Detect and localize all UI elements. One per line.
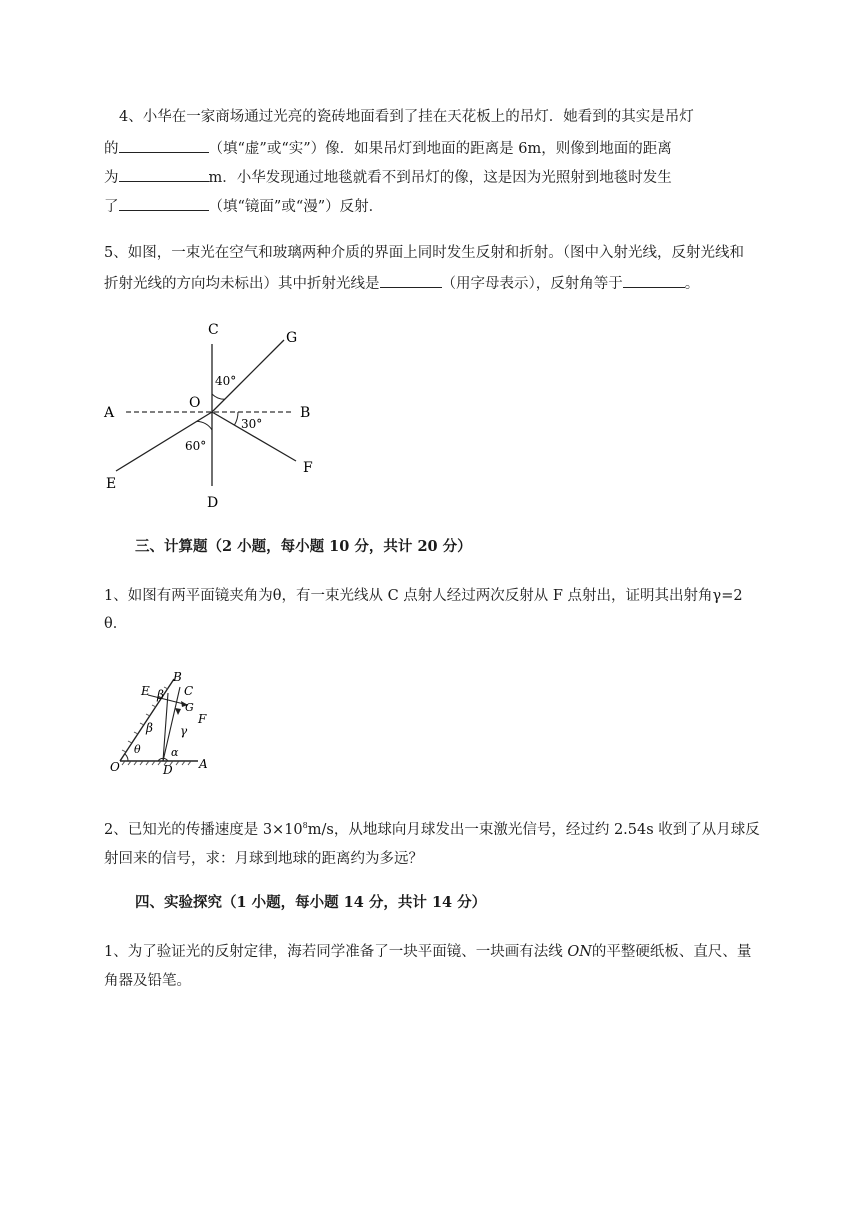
angle-arc-theta: [125, 754, 128, 761]
label-beta-2: β: [146, 721, 153, 735]
s4-q1-italic: ON: [567, 944, 592, 960]
answer-blank: [119, 166, 209, 182]
label-a: A: [104, 405, 115, 421]
label-e: E: [106, 476, 117, 492]
label-e: E: [141, 684, 150, 698]
q4-line-4-prefix: 了: [104, 199, 119, 215]
label-o: O: [189, 395, 201, 411]
angle-label-top: 40°: [215, 374, 237, 388]
label-theta: θ: [134, 743, 141, 756]
q5-line-2: [104, 272, 699, 294]
answer-blank: [380, 272, 442, 288]
s3-q1-line-1: 1、如图有两平面镜夹角为θ，有一束光线从 C 点射人经过两次反射从 F 点射出，证明其出射角γ=2: [104, 588, 743, 604]
label-o: O: [110, 760, 120, 774]
exponent: 8: [302, 821, 308, 830]
q5-line-2-mid: （用字母表示），反射角等于: [441, 276, 623, 292]
answer-blank: [623, 272, 685, 288]
label-g: G: [185, 701, 194, 714]
s4-q1-suffix: 的平整硬纸板、直尺、量: [591, 944, 752, 960]
q4-line-3: [104, 166, 672, 188]
label-g: G: [286, 330, 298, 346]
q5-line-1: 5、如图，一束光在空气和玻璃两种介质的界面上同时发生反射和折射。（图中入射光线，反射光线和: [104, 245, 744, 261]
q5-line-2-suffix: 。: [684, 276, 700, 292]
s4-q1-prefix: 1、为了验证光的反射定律，海若同学准备了一块平面镜、一块画有法线: [104, 944, 568, 960]
s4-q1-line-1: [104, 942, 751, 962]
label-b: B: [300, 405, 311, 421]
q4-line-2-text: （填“虚”或“实”）像．如果吊灯到地面的距离是 6m，则像到地面的距离: [208, 141, 672, 157]
label-a: A: [199, 757, 208, 771]
s3-q2-prefix: 2、已知光的传播速度是 3×10: [104, 822, 303, 838]
label-f: F: [303, 460, 313, 476]
answer-blank: [119, 137, 209, 153]
q4-line-3-prefix: 为: [104, 170, 119, 186]
angle-arc-bottom: [197, 421, 212, 430]
section-3-heading: 三、计算题（2 小题，每小题 10 分，共计 20 分）: [135, 538, 472, 555]
label-beta-1: β: [157, 688, 164, 702]
s4-q1-line-2: 角器及铅笔。: [104, 973, 191, 989]
q4-line-2: [104, 137, 672, 159]
angle-label-bottom: 60°: [185, 439, 207, 453]
label-gamma: γ: [180, 724, 188, 738]
q4-line-4-text: （填“镜面”或“漫”）反射．: [208, 199, 384, 215]
label-c: C: [184, 684, 194, 698]
label-d: D: [207, 495, 219, 511]
reflection-refraction-figure: [98, 318, 328, 513]
label-f: F: [198, 712, 207, 726]
q5-line-2-prefix: 折射光线的方向均未标出）其中折射光线是: [104, 276, 380, 292]
angle-arc-right: [235, 412, 239, 425]
s3-q1-line-2: θ．: [104, 616, 128, 632]
arrow-cd: [175, 708, 181, 715]
s3-q2-line-2: 射回来的信号，求：月球到地球的距离约为多远？: [104, 851, 423, 867]
q4-line-4: [104, 195, 383, 217]
label-d: D: [163, 763, 173, 777]
label-b: B: [173, 670, 182, 684]
q4-line-2-prefix: 的: [104, 141, 119, 157]
s3-q2-line-1: [104, 820, 760, 840]
label-c: C: [208, 322, 219, 338]
angle-label-right: 30°: [241, 417, 263, 431]
q4-line-3-text: m．小华发现通过地毯就看不到吊灯的像，这是因为光照射到地毯时发生: [208, 170, 672, 186]
two-mirrors-figure: [108, 665, 220, 780]
angle-arc-top: [212, 394, 225, 399]
answer-blank: [119, 195, 209, 211]
q4-line-1: 4、小华在一家商场通过光亮的瓷砖地面看到了挂在天花板上的吊灯．她看到的其实是吊灯: [119, 109, 694, 125]
s3-q2-suffix: m/s，从地球向月球发出一束激光信号，经过约 2.54s 收到了从月球反: [307, 822, 760, 838]
section-4-heading: 四、实验探究（1 小题，每小题 14 分，共计 14 分）: [135, 894, 487, 911]
label-alpha: α: [171, 746, 179, 759]
